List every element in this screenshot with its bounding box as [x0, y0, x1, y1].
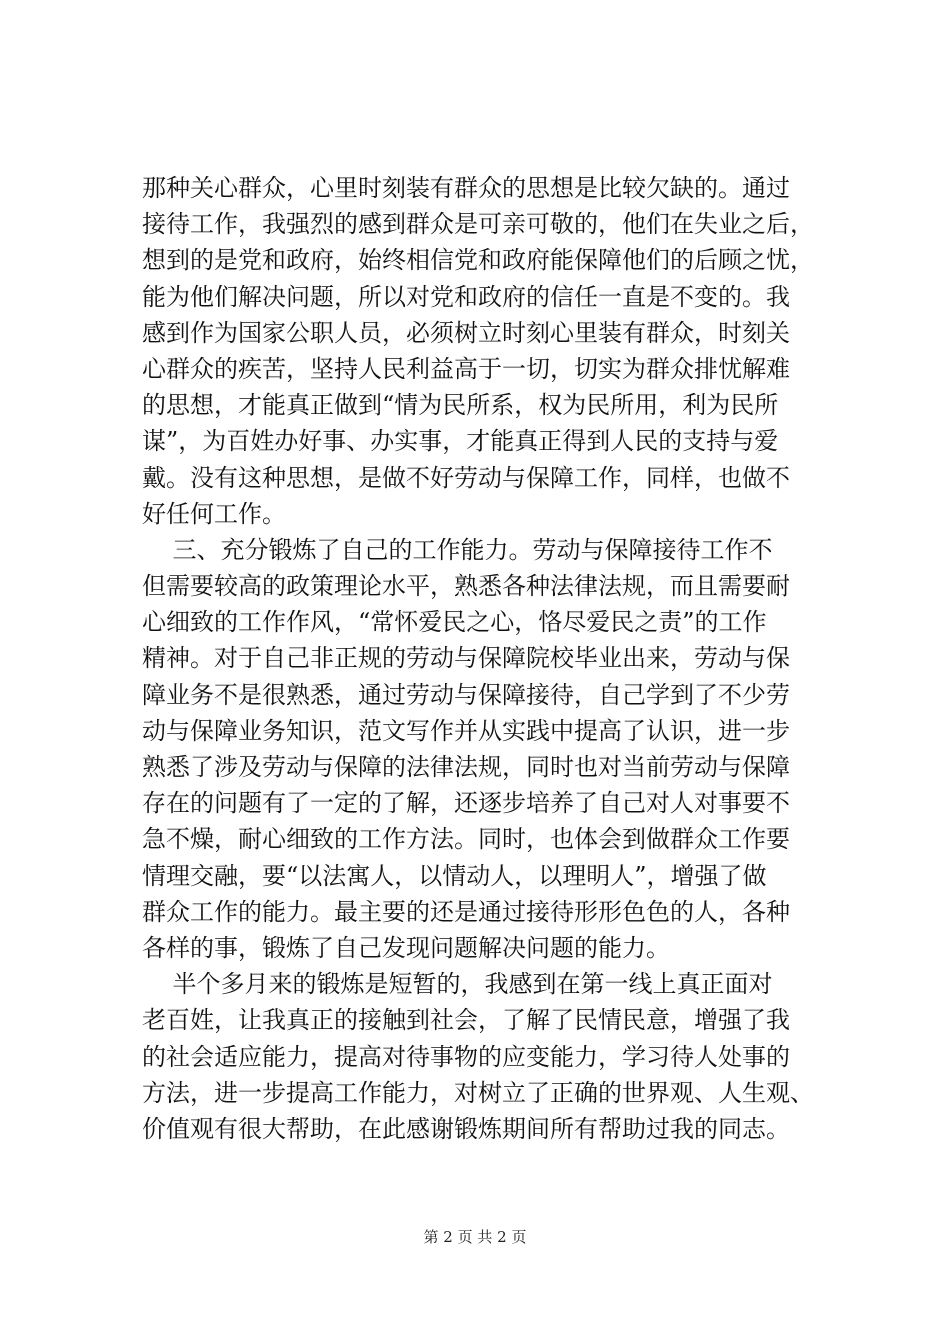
text-line: 动与保障业务知识，范文写作并从实践中提高了认识，进一步 — [142, 716, 790, 745]
text-line: 那种关心群众，心里时刻装有群众的思想是比较欠缺的。通过 — [142, 174, 790, 202]
text-line: 情理交融，要“以法寓人，以情动人，以理明人”，增强了做 — [142, 861, 767, 890]
text-line: 的思想，才能真正做到“情为民所系，权为民所用，利为民所 — [142, 391, 779, 420]
text-line: 谋”，为百姓办好事、办实事，才能真正得到人民的支持与爱 — [142, 427, 779, 456]
text-line: 方法，进一步提高工作能力，对树立了正确的世界观、人生观、 — [142, 1078, 814, 1107]
text-line: 想到的是党和政府，始终相信党和政府能保障他们的后顾之忧， — [142, 246, 814, 275]
text-line: 戴。没有这种思想，是做不好劳动与保障工作，同样，也做不 — [142, 463, 790, 492]
text-line: 的社会适应能力，提高对待事物的应变能力，学习待人处事的 — [142, 1042, 790, 1071]
text-line: 能为他们解决问题，所以对党和政府的信任一直是不变的。我 — [142, 282, 790, 311]
text-line: 感到作为国家公职人员，必须树立时刻心里装有群众，时刻关 — [142, 318, 790, 347]
text-line: 但需要较高的政策理论水平，熟悉各种法律法规，而且需要耐 — [142, 572, 790, 601]
text-line: 群众工作的能力。最主要的还是通过接待形形色色的人，各种 — [142, 897, 790, 926]
text-line: 心群众的疾苦，坚持人民利益高于一切，切实为群众排忧解难 — [142, 354, 790, 383]
body-text — [142, 170, 822, 1147]
text-line: 熟悉了涉及劳动与保障的法律法规，同时也对当前劳动与保障 — [142, 753, 790, 781]
text-line: 各样的事，锻炼了自己发现问题解决问题的能力。 — [142, 933, 670, 962]
text-line: 三、充分锻炼了自己的工作能力。劳动与保障接待工作不 — [142, 535, 773, 564]
text-line: 急不燥，耐心细致的工作方法。同时，也体会到做群众工作要 — [142, 825, 790, 854]
text-line: 老百姓，让我真正的接触到社会，了解了民情民意，增强了我 — [142, 1006, 790, 1035]
text-line: 半个多月来的锻炼是短暂的，我感到在第一线上真正面对 — [142, 970, 773, 999]
text-line: 价值观有很大帮助，在此感谢锻炼期间所有帮助过我的同志。 — [142, 1114, 790, 1143]
text-line: 心细致的工作作风，“常怀爱民之心，恪尽爱民之责”的工作 — [142, 608, 767, 637]
text-line: 接待工作，我强烈的感到群众是可亲可敬的，他们在失业之后， — [142, 210, 814, 239]
text-line: 精神。对于自己非正规的劳动与保障院校毕业出来，劳动与保 — [142, 644, 790, 673]
text-line: 障业务不是很熟悉，通过劳动与保障接待，自己学到了不少劳 — [142, 680, 790, 709]
page-number-footer: 第 2 页 共 2 页 — [423, 1228, 527, 1246]
text-line: 好任何工作。 — [142, 499, 286, 528]
text-line: 存在的问题有了一定的了解，还逐步培养了自己对人对事要不 — [142, 789, 790, 818]
